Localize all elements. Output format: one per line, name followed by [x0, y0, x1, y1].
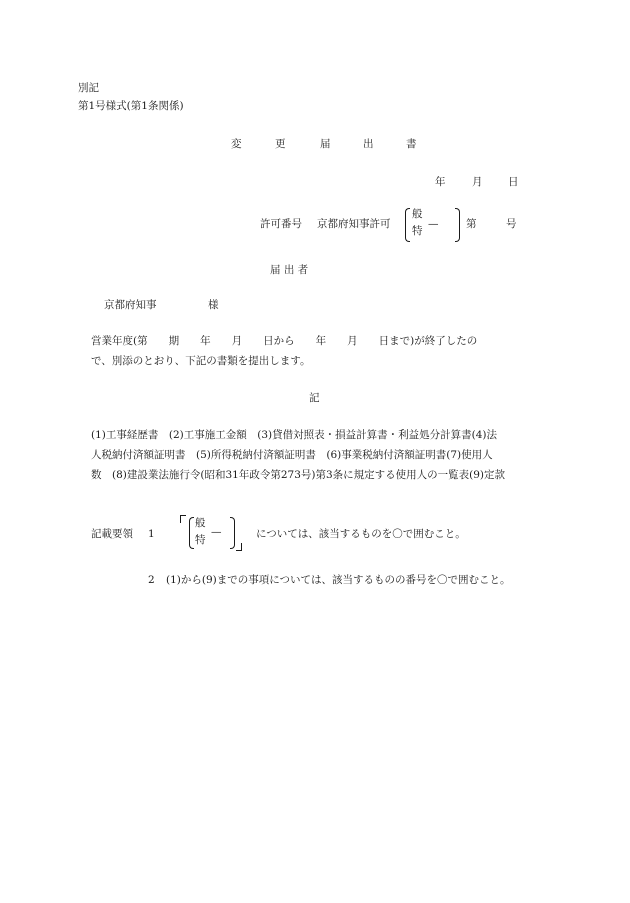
type-general: 般 [412, 208, 423, 220]
instruction-1-number: 1 [148, 528, 155, 540]
title-char-1: 変 [231, 138, 242, 150]
instruction-2-text: (1)から(9)までの事項については、該当するものの番号を〇で囲むこと。 [166, 574, 511, 586]
close-quote-mark [236, 543, 242, 551]
title-char-2: 更 [275, 138, 286, 150]
date-year: 年 [435, 176, 446, 188]
left-bracket [405, 208, 410, 242]
instructions-heading: 記載要領 [91, 528, 133, 540]
addressee-name: 京都府知事 [104, 299, 157, 311]
instruction-1-text: については、該当するものを〇で囲むこと。 [256, 528, 466, 540]
body-line-1: 営業年度(第 期 年 月 日から 年 月 日まで)が終了したの [91, 335, 478, 347]
number-prefix: 第 [466, 218, 477, 230]
documents-line-2: 人税納付済額証明書 (5)所得税納付済額証明書 (6)事業税納付済額証明書(7)使用人 [91, 449, 493, 461]
title-char-4: 出 [363, 138, 374, 150]
right-bracket [455, 208, 460, 242]
type-dash: — [428, 218, 439, 230]
title-char-5: 書 [406, 138, 417, 150]
open-quote-mark [180, 515, 186, 523]
date-month: 月 [472, 176, 483, 188]
body-line-2: で、別添のとおり、下記の書類を提出します。 [91, 355, 311, 367]
number-suffix: 号 [506, 218, 517, 230]
instruction-dash: — [211, 526, 222, 538]
instruction-left-bracket [189, 517, 194, 549]
addressee-honorific: 様 [208, 299, 219, 311]
instruction-type-general: 般 [195, 517, 206, 529]
form-number: 第1号様式(第1条関係) [78, 100, 184, 112]
permit-authority: 京都府知事許可 [317, 218, 391, 230]
title-char-3: 届 [320, 138, 331, 150]
instruction-2-number: 2 [148, 574, 155, 586]
notifier-label: 届 出 者 [270, 264, 309, 276]
instruction-type-special: 特 [195, 534, 206, 546]
documents-line-1: (1)工事経歴書 (2)工事施工金額 (3)貸借対照表・損益計算書・利益処分計算書(4)法 [91, 429, 497, 441]
documents-line-3: 数 (8)建設業法施行令(昭和31年政令第273号)第3条に規定する使用人の一覧表(9)定款 [91, 469, 506, 481]
appendix-label: 別記 [78, 82, 99, 94]
type-special: 特 [412, 225, 423, 237]
date-day: 日 [508, 176, 519, 188]
instruction-right-bracket [230, 517, 235, 549]
permit-label: 許可番号 [260, 218, 302, 230]
ki-heading: 記 [309, 392, 320, 404]
